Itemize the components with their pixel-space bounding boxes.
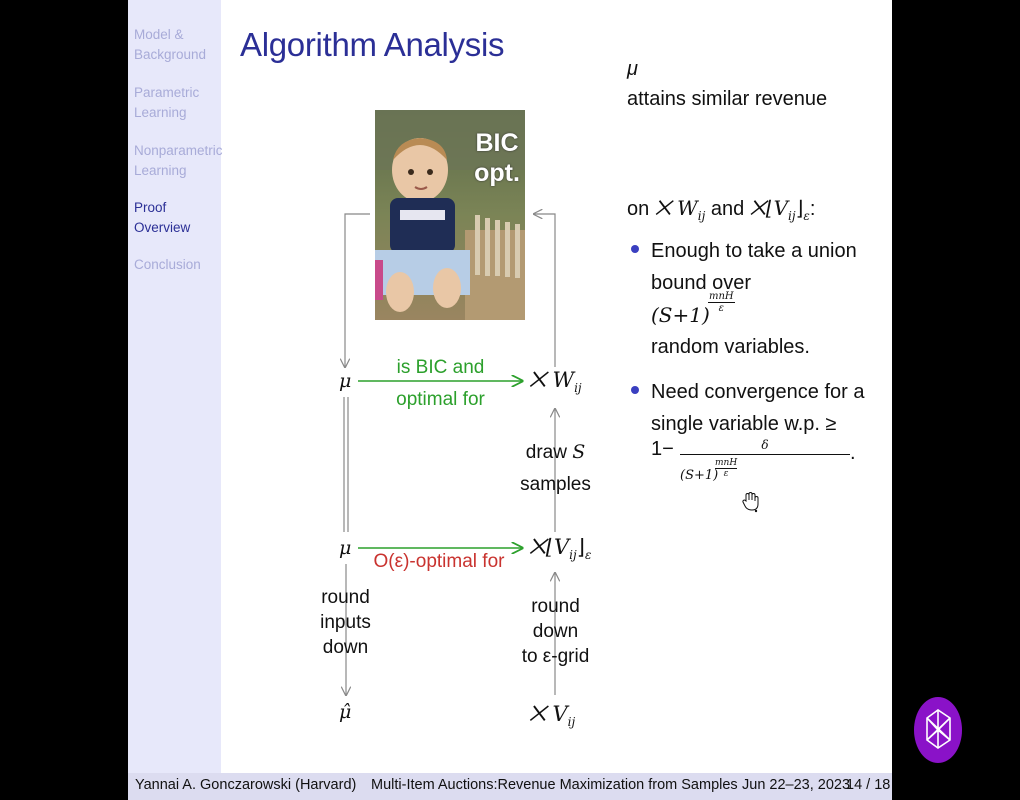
w-product-inline: ⨉ W xyxy=(654,196,698,220)
exponent-denominator: ε xyxy=(723,469,729,479)
bullet-text-line: Enough to take a union xyxy=(651,240,857,262)
w-product-symbol: ⨉ W xyxy=(529,368,575,392)
floor-eps: ε xyxy=(584,548,592,563)
mu-symbol-right: μ xyxy=(627,58,638,80)
photo-caption-line: opt. xyxy=(474,159,520,187)
edge-label-line: optimal for xyxy=(396,389,485,410)
one-minus: 1− xyxy=(651,438,674,460)
bullet-icon xyxy=(631,245,639,253)
footer-bar xyxy=(128,773,892,800)
union-bound-expression xyxy=(651,291,857,331)
label-line: round xyxy=(321,587,370,608)
sidebar-item-label: Background xyxy=(134,47,207,62)
slide xyxy=(128,0,892,773)
w-subscript: ij xyxy=(574,381,582,396)
exponent-numerator: mnH xyxy=(715,458,738,468)
sidebar-item-label: Parametric xyxy=(134,85,200,100)
sidebar-item-label: Conclusion xyxy=(134,257,201,272)
draw-s-symbol: S xyxy=(572,441,586,463)
and-text: and xyxy=(710,198,745,220)
expr-base: (S+1) xyxy=(651,303,710,327)
sidebar-item-label: Proof xyxy=(134,200,167,215)
sidebar-item-label: Learning xyxy=(134,163,187,178)
w-subscript-inline: ij xyxy=(697,209,706,223)
label-line: inputs xyxy=(320,612,371,633)
bullet-convergence xyxy=(651,376,864,440)
bullet-text-line: Need convergence for a xyxy=(651,381,865,403)
footer-page-number: 14 / 18 xyxy=(846,777,891,793)
footer-date: Jun 22–23, 2023 xyxy=(742,777,851,793)
w-product-node xyxy=(529,368,582,395)
v-floor-subscript: ij xyxy=(569,548,577,563)
mu-node-mid: μ xyxy=(339,537,352,559)
v-subscript: ij xyxy=(567,715,576,730)
v-floor-subscript-inline: ij xyxy=(788,209,796,223)
mu-node-top: μ xyxy=(339,370,352,392)
label-line: down xyxy=(532,621,579,642)
denominator-exponent xyxy=(715,458,737,479)
on-products-line xyxy=(627,192,815,232)
draw-text: draw xyxy=(525,442,567,463)
floor-close-inline: ⌋ xyxy=(795,198,804,220)
bullet-text-line: bound over xyxy=(651,272,752,294)
sidebar-item-label: Learning xyxy=(134,105,187,120)
bic-optimal-label xyxy=(368,352,513,416)
hand-cursor-icon xyxy=(740,491,760,517)
fraction-numerator: δ xyxy=(680,437,850,455)
draw-samples-text: samples xyxy=(520,474,591,495)
sidebar-item-label: Model & xyxy=(134,27,184,42)
v-floor-node xyxy=(529,535,591,562)
sidebar-item-label: Nonparametric xyxy=(134,143,223,158)
footer-author: Yannai A. Gonczarowski (Harvard) xyxy=(135,777,357,793)
v-product-node xyxy=(529,702,575,729)
photo-caption-line: BIC xyxy=(475,129,519,157)
v-floor-inline: ⨉⌊V xyxy=(749,196,789,220)
sidebar-item-label: Overview xyxy=(134,220,191,235)
footer-talk-title: Multi-Item Auctions:Revenue Maximization from Samples xyxy=(371,777,738,793)
expr-exponent xyxy=(708,291,735,314)
approx-optimal-label: O(ε)-optimal for xyxy=(373,551,505,572)
period: . xyxy=(850,442,856,464)
bullet-icon xyxy=(631,386,639,394)
bullet-text-line: single variable w.p. ≥ xyxy=(651,413,837,435)
colon: : xyxy=(809,198,816,220)
exponent-numerator: mnH xyxy=(709,291,734,302)
round-inputs-label xyxy=(308,585,383,660)
probability-expression xyxy=(651,438,674,461)
exponent-denominator: ε xyxy=(718,303,725,314)
floor-close: ⌋ xyxy=(576,536,585,559)
bullet-union-bound xyxy=(651,235,857,363)
edge-label-line: is BIC and xyxy=(396,357,485,378)
label-line: down xyxy=(322,637,369,658)
app-logo-icon[interactable] xyxy=(913,696,963,768)
arrow-photo-to-mu xyxy=(345,214,370,367)
bullet-text-line: random variables. xyxy=(651,336,810,358)
on-text: on xyxy=(627,198,650,220)
page-title: Algorithm Analysis xyxy=(240,26,505,63)
label-line: to ε-grid xyxy=(521,646,590,667)
round-to-grid-label xyxy=(508,594,603,669)
floor-eps-inline: ε xyxy=(803,209,810,223)
arrow-w-to-photo xyxy=(534,214,555,367)
fraction-denominator xyxy=(680,468,718,483)
attains-revenue-text: attains similar revenue xyxy=(627,88,828,110)
v-floor-symbol: ⨉⌊V xyxy=(529,535,570,559)
denominator-base: (S+1) xyxy=(680,468,719,483)
draw-samples-label xyxy=(513,436,598,501)
mu-hat-node: μ̂ xyxy=(339,701,352,723)
v-product-symbol: ⨉ V xyxy=(529,702,568,726)
label-line: round xyxy=(531,596,580,617)
